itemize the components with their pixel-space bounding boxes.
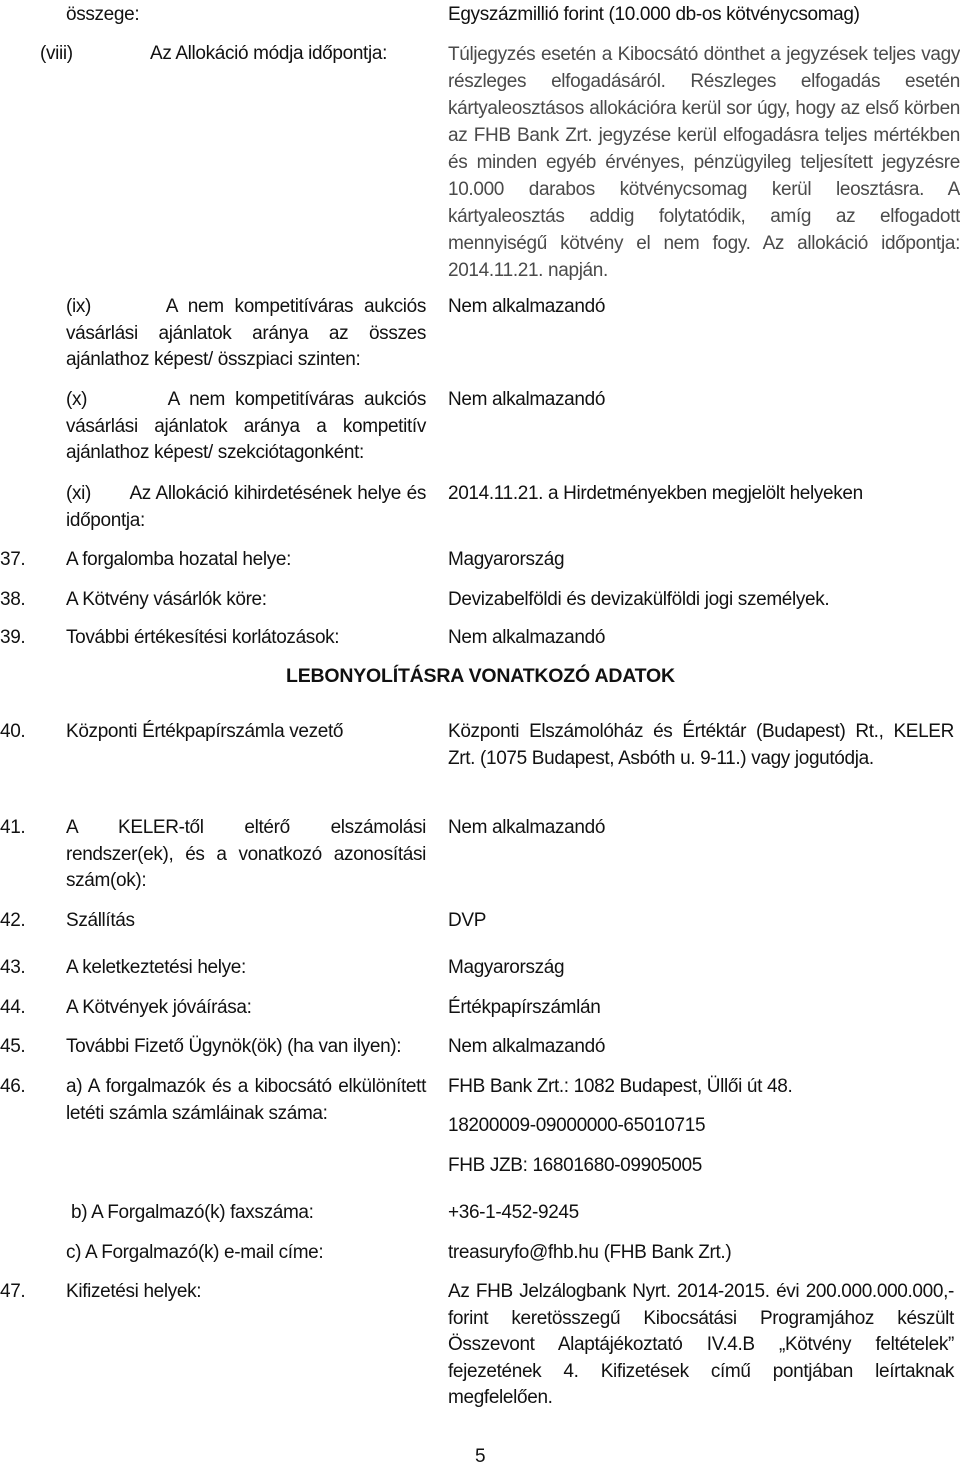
item-43-number: 43. xyxy=(0,957,26,978)
item-41-number: 41. xyxy=(0,817,26,838)
item-viii-label: Az Allokáció módja időpontja: xyxy=(150,43,387,64)
item-40-number: 40. xyxy=(0,721,26,742)
item-39-label: További értékesítési korlátozások: xyxy=(66,627,340,648)
item-37-label: A forgalomba hozatal helye: xyxy=(66,549,292,570)
item-42-label: Szállítás xyxy=(66,910,135,931)
item-43-label: A keletkeztetési helye: xyxy=(66,957,246,978)
item-44-number: 44. xyxy=(0,997,26,1018)
item-39-number: 39. xyxy=(0,627,26,648)
item-38-label: A Kötvény vásárlók köre: xyxy=(66,589,267,610)
item-39-value: Nem alkalmazandó xyxy=(448,627,606,648)
amount-value: Egyszázmillió forint (10.000 db-os kötvénycsomag) xyxy=(448,4,860,25)
item-40-value: Központi Elszámolóház és Értéktár (Budapest) Rt., KELER Zrt. (1075 Budapest, Asbóth u. 9-11.) vagy jogutódja. xyxy=(448,721,954,769)
item-40-label: Központi Értékpapírszámla vezető xyxy=(66,721,344,742)
item-46c-label: c) A Forgalmazó(k) e-mail címe: xyxy=(66,1242,324,1263)
item-46b-value: +36-1-452-9245 xyxy=(448,1202,579,1223)
item-47-value: Az FHB Jelzálogbank Nyrt. 2014-2015. évi 200.000.000.000,- forint keretösszegű Kibocsátási Programjához készült Összevont Alaptájékoztató IV.4.B „Kötvény feltételek” fejezetének 4. Kifizetések című pontjában leírtaknak megfelelően. xyxy=(448,1281,954,1408)
item-46a-value-line2: 18200009-09000000-65010715 xyxy=(448,1115,706,1136)
item-41-label: A KELER-től eltérő elszámolási rendszer(ek), és a vonatkozó azonosítási szám(ok): xyxy=(66,817,426,891)
item-46c-value: treasuryfo@fhb.hu (FHB Bank Zrt.) xyxy=(448,1242,732,1263)
page-number: 5 xyxy=(475,1446,486,1467)
item-38-number: 38. xyxy=(0,589,26,610)
item-x-value: Nem alkalmazandó xyxy=(448,389,606,410)
item-xi-value: 2014.11.21. a Hirdetményekben megjelölt helyeken xyxy=(448,483,863,504)
item-45-number: 45. xyxy=(0,1036,26,1057)
item-45-label: További Fizető Ügynök(ök) (ha van ilyen): xyxy=(66,1036,402,1057)
item-41-value: Nem alkalmazandó xyxy=(448,817,606,838)
item-46a-value-line3: FHB JZB: 16801680-09905005 xyxy=(448,1155,702,1176)
item-42-number: 42. xyxy=(0,910,26,931)
item-xi-label: (xi) Az Allokáció kihirdetésének helye és időpontja: xyxy=(66,483,431,531)
section-heading: LEBONYOLÍTÁSRA VONATKOZÓ ADATOK xyxy=(286,665,675,687)
item-viii-value: Túljegyzés esetén a Kibocsátó dönthet a jegyzések teljes vagy részleges elfogadásáról. Részleges elfogadás esetén kártyaleosztásos allokációra kerül sor úgy, hogy az első körben az FHB Bank Zrt. jegyzése kerül elfogadásra teljes mértékben és minden egyéb érvényes, pénzügyileg teljesített jegyzésre 10.000 darabos kötvénycsomag kerül leosztásra. A kártyaleosztás addig folytatódik, amíg az elfogadott mennyiségű kötvény el nem fogy. Az allokáció időpontja: 2014.11.21. napján. xyxy=(448,44,960,281)
item-x-label: (x) A nem kompetitíváras aukciós vásárlási ajánlatok aránya a kompetitív ajánlathoz képest/ szekciótagonként: xyxy=(66,389,431,463)
item-47-label: Kifizetési helyek: xyxy=(66,1281,202,1302)
item-38-value: Devizabelföldi és devizakülföldi jogi személyek. xyxy=(448,589,830,610)
item-46b-label: b) A Forgalmazó(k) faxszáma: xyxy=(71,1202,314,1223)
item-ix-label: (ix) A nem kompetitíváras aukciós vásárlási ajánlatok aránya az összes ajánlathoz képest/ összpiaci szinten: xyxy=(66,296,431,370)
item-43-value: Magyarország xyxy=(448,957,565,978)
item-ix-value: Nem alkalmazandó xyxy=(448,296,606,317)
item-37-number: 37. xyxy=(0,549,26,570)
item-42-value: DVP xyxy=(448,910,487,931)
amount-label-tail: összege: xyxy=(66,4,140,25)
item-44-value: Értékpapírszámlán xyxy=(448,997,601,1018)
item-viii-number: (viii) xyxy=(40,43,73,64)
item-46-number: 46. xyxy=(0,1076,26,1097)
item-46a-label: a) A forgalmazók és a kibocsátó elkülönített letéti számla számláinak száma: xyxy=(66,1076,426,1124)
item-44-label: A Kötvények jóváírása: xyxy=(66,997,252,1018)
item-47-number: 47. xyxy=(0,1281,26,1302)
item-46a-value-line1: FHB Bank Zrt.: 1082 Budapest, Üllői út 48. xyxy=(448,1076,793,1097)
item-37-value: Magyarország xyxy=(448,549,565,570)
item-45-value: Nem alkalmazandó xyxy=(448,1036,606,1057)
